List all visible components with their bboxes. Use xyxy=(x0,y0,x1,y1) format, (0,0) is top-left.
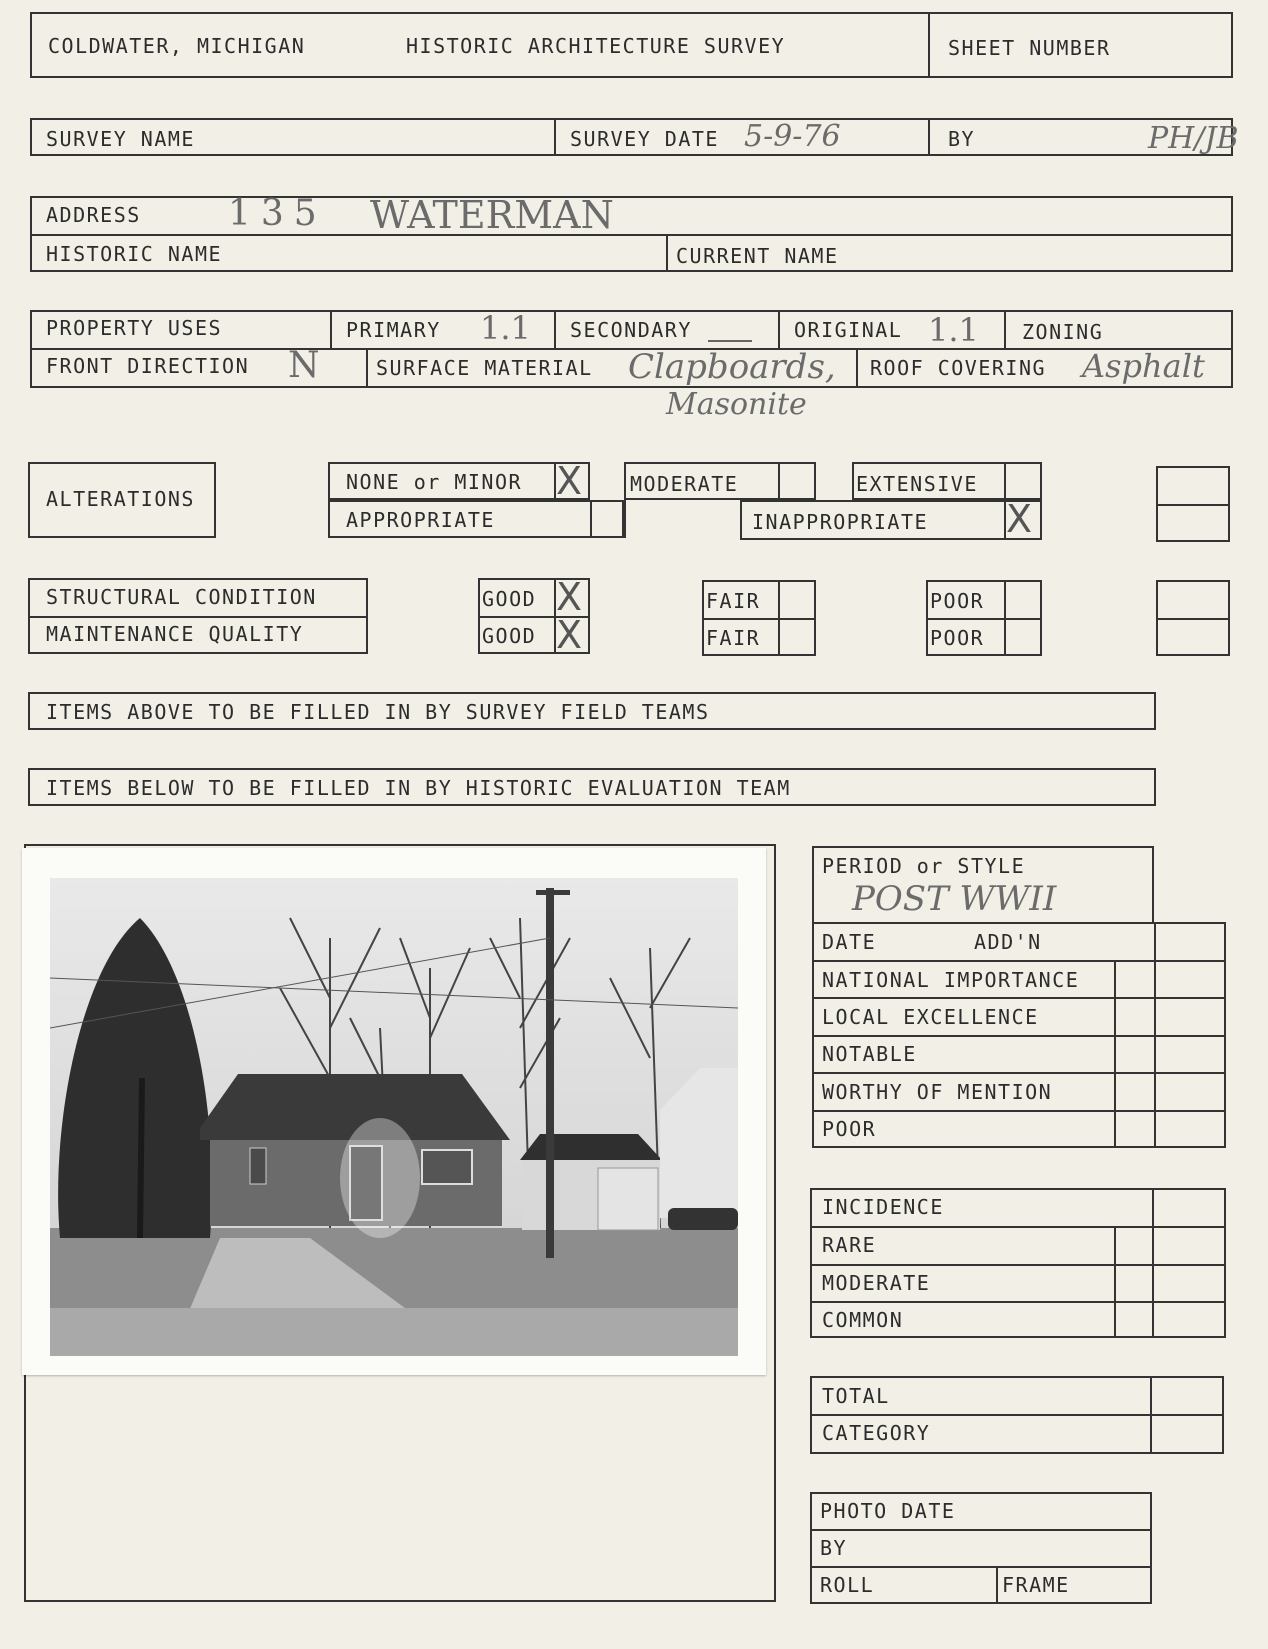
divider xyxy=(810,1529,1152,1531)
roof-covering-label: ROOF COVERING xyxy=(870,356,1047,380)
divider xyxy=(928,118,930,156)
structural-poor-label: POOR xyxy=(930,589,985,613)
property-uses-label: PROPERTY USES xyxy=(46,316,223,340)
maintenance-fair-label: FAIR xyxy=(706,626,761,650)
maintenance-good-label: GOOD xyxy=(482,624,537,648)
none-minor-check: X xyxy=(556,459,583,503)
survey-date-label: SURVEY DATE xyxy=(570,127,719,151)
divider xyxy=(624,500,626,538)
surface-material-value-1: Clapboards, xyxy=(628,347,836,387)
rare-label: RARE xyxy=(822,1233,877,1257)
roll-label: ROLL xyxy=(820,1573,875,1597)
house-photograph xyxy=(22,848,766,1375)
divider xyxy=(1004,310,1006,348)
primary-label: PRIMARY xyxy=(346,318,441,342)
secondary-label: SECONDARY xyxy=(570,318,692,342)
by-label: BY xyxy=(948,127,976,151)
period-style-label: PERIOD or STYLE xyxy=(822,854,1026,878)
structural-fair-label: FAIR xyxy=(706,589,761,613)
common-label: COMMON xyxy=(822,1308,904,1332)
by-value: PH/JB xyxy=(1148,121,1239,156)
divider xyxy=(366,348,368,388)
divider xyxy=(28,616,368,618)
divider xyxy=(926,618,1042,620)
photo-by-label: BY xyxy=(820,1536,848,1560)
notable-label: NOTABLE xyxy=(822,1042,917,1066)
survey-date-value: 5-9-76 xyxy=(744,119,841,154)
maintenance-poor-label: POOR xyxy=(930,626,985,650)
addn-label: ADD'N xyxy=(974,930,1042,954)
divider xyxy=(330,310,332,348)
survey-name-label: SURVEY NAME xyxy=(46,127,195,151)
front-direction-value: N xyxy=(288,345,320,386)
evaluation-poor-label: POOR xyxy=(822,1117,877,1141)
address-street: WATERMAN xyxy=(370,193,614,237)
current-name-label: CURRENT NAME xyxy=(676,244,839,268)
form-title: HISTORIC ARCHITECTURE SURVEY xyxy=(406,34,786,58)
divider xyxy=(812,997,1226,999)
divider xyxy=(810,1414,1224,1416)
inappropriate-label: INAPPROPRIATE xyxy=(752,510,929,534)
header-divider xyxy=(928,12,930,78)
divider xyxy=(812,960,1226,962)
divider xyxy=(996,1566,998,1604)
divider xyxy=(702,618,816,620)
address-label: ADDRESS xyxy=(46,203,141,227)
divider xyxy=(810,1301,1226,1303)
divider xyxy=(812,1072,1226,1074)
inappropriate-check: X xyxy=(1006,497,1033,541)
none-minor-label: NONE or MINOR xyxy=(346,470,523,494)
structural-good-check: X xyxy=(556,575,583,619)
moderate-label: MODERATE xyxy=(630,472,739,496)
divider xyxy=(1004,580,1006,656)
original-label: ORIGINAL xyxy=(794,318,903,342)
national-importance-label: NATIONAL IMPORTANCE xyxy=(822,968,1080,992)
historic-name-label: HISTORIC NAME xyxy=(46,242,223,266)
frame-label: FRAME xyxy=(1002,1573,1070,1597)
zoning-label: ZONING xyxy=(1022,320,1104,344)
photo-date-label: PHOTO DATE xyxy=(820,1499,956,1523)
divider xyxy=(554,118,556,156)
extensive-label: EXTENSIVE xyxy=(856,472,978,496)
front-direction-label: FRONT DIRECTION xyxy=(46,354,250,378)
divider xyxy=(778,580,780,656)
maintenance-good-check: X xyxy=(556,613,583,657)
period-style-value: POST WWII xyxy=(852,879,1057,919)
incidence-moderate-label: MODERATE xyxy=(822,1271,931,1295)
divider xyxy=(812,1035,1226,1037)
divider xyxy=(1114,1226,1116,1338)
total-label: TOTAL xyxy=(822,1384,890,1408)
divider xyxy=(30,234,1233,236)
divider xyxy=(1150,1376,1152,1454)
divider xyxy=(1004,462,1006,500)
date-label: DATE xyxy=(822,930,877,954)
divider xyxy=(1156,504,1230,506)
incidence-label: INCIDENCE xyxy=(822,1195,944,1219)
structural-condition-label: STRUCTURAL CONDITION xyxy=(46,585,317,609)
divider xyxy=(856,348,858,388)
divider xyxy=(1114,960,1116,1148)
divider xyxy=(666,234,668,272)
appropriate-label: APPROPRIATE xyxy=(346,508,495,532)
divider xyxy=(810,1226,1226,1228)
surface-material-value-2: Masonite xyxy=(666,387,807,422)
divider xyxy=(810,1566,1152,1568)
local-excellence-label: LOCAL EXCELLENCE xyxy=(822,1005,1039,1029)
divider xyxy=(810,1264,1226,1266)
divider xyxy=(554,310,556,348)
primary-value: 1.1 xyxy=(480,309,531,347)
divider xyxy=(778,310,780,348)
field-teams-note: ITEMS ABOVE TO BE FILLED IN BY SURVEY FIELD TEAMS xyxy=(46,700,710,724)
secondary-blank xyxy=(708,340,752,342)
structural-good-label: GOOD xyxy=(482,587,537,611)
house-photo-image xyxy=(50,878,738,1356)
surface-material-label: SURFACE MATERIAL xyxy=(376,356,593,380)
alterations-label: ALTERATIONS xyxy=(46,487,195,511)
divider xyxy=(1156,618,1230,620)
roof-covering-value: Asphalt xyxy=(1082,347,1205,385)
category-label: CATEGORY xyxy=(822,1421,931,1445)
maintenance-quality-label: MAINTENANCE QUALITY xyxy=(46,622,304,646)
original-value: 1.1 xyxy=(928,311,979,349)
address-number: 135 xyxy=(228,193,327,234)
worthy-of-mention-label: WORTHY OF MENTION xyxy=(822,1080,1053,1104)
sheet-number-label: SHEET NUMBER xyxy=(948,36,1111,60)
divider xyxy=(1152,1188,1154,1338)
city-label: COLDWATER, MICHIGAN xyxy=(48,34,306,58)
evaluation-team-note: ITEMS BELOW TO BE FILLED IN BY HISTORIC EVALUATION TEAM xyxy=(46,776,791,800)
divider xyxy=(590,500,592,538)
divider xyxy=(812,1110,1226,1112)
divider xyxy=(778,462,780,500)
